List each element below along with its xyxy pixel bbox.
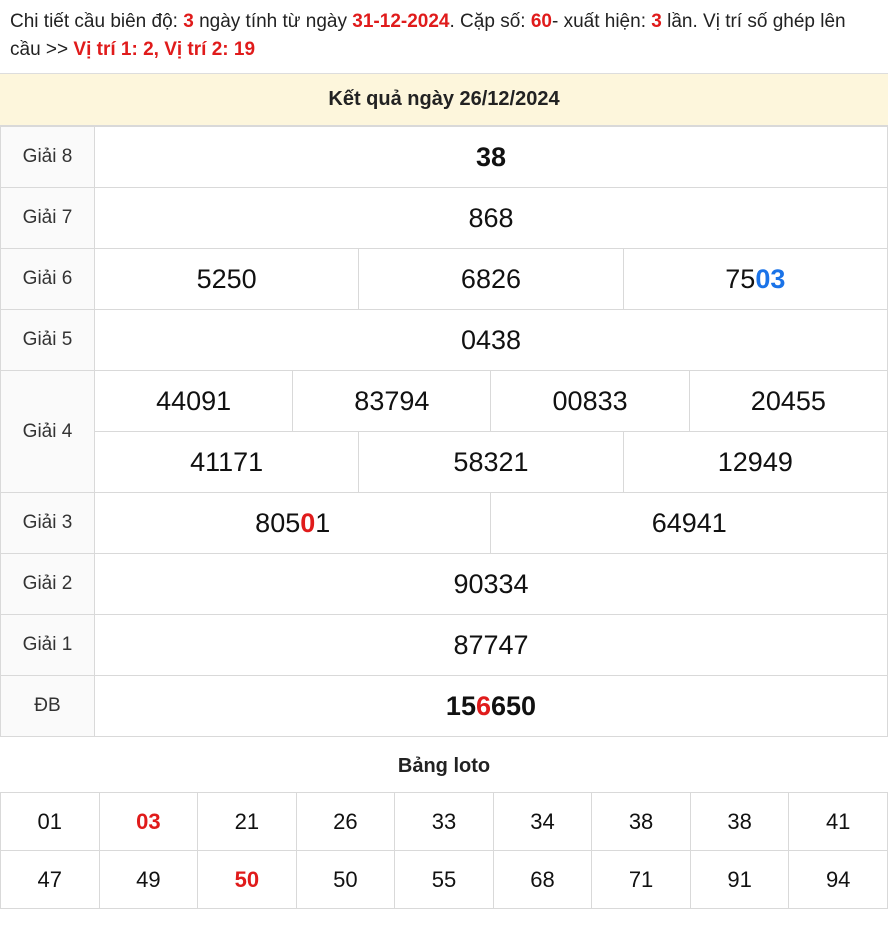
header-segment-2: ngày tính từ ngày — [193, 11, 353, 32]
header-segment-3: 31-12-2024 — [352, 11, 450, 32]
row-label-g7: Giải 7 — [1, 188, 95, 249]
loto-cell: 26 — [296, 793, 395, 851]
loto-cell: 03 — [99, 793, 198, 851]
g6-3-highlight: 03 — [755, 263, 786, 294]
prize-value-g4-5: 41171 — [95, 432, 359, 493]
table-row-g5 — [1, 310, 888, 371]
row-label-g1: Giải 1 — [1, 615, 95, 676]
loto-cell: 47 — [1, 851, 100, 909]
row-label-g3: Giải 3 — [1, 493, 95, 554]
db-suffix: 650 — [491, 690, 537, 721]
loto-table — [0, 792, 888, 909]
g3-1-highlight: 0 — [300, 507, 316, 538]
table-row-g2 — [1, 554, 888, 615]
row-label-db: ĐB — [1, 676, 95, 737]
loto-cell: 49 — [99, 851, 198, 909]
result-date-title: Kết quả ngày 26/12/2024 — [0, 74, 888, 126]
db-prefix: 15 — [445, 690, 476, 721]
loto-row — [1, 851, 888, 909]
g6-3-prefix: 75 — [725, 263, 756, 294]
prize-value-g6-2: 6826 — [359, 249, 623, 310]
header-segment-1: 3 — [183, 11, 194, 32]
g3-1-prefix: 805 — [255, 507, 301, 538]
loto-table-title: Bảng loto — [397, 755, 491, 778]
prize-value-g4-4: 20455 — [689, 371, 887, 432]
loto-cell: 91 — [690, 851, 789, 909]
prize-value-g4-6: 58321 — [359, 432, 623, 493]
prize-value-g4-2: 83794 — [293, 371, 491, 432]
header-segment-6: - xuất hiện: — [551, 11, 652, 32]
lottery-results-table — [0, 126, 888, 737]
loto-cell: 41 — [789, 793, 888, 851]
row-label-g4: Giải 4 — [1, 371, 95, 493]
prize-value-g2: 90334 — [95, 554, 888, 615]
prize-value-g4-1: 44091 — [95, 371, 293, 432]
header-segment-7: 3 — [651, 11, 662, 32]
loto-cell: 94 — [789, 851, 888, 909]
prize-value-g3-1 — [95, 493, 491, 554]
header-segment-4: . Cặp số: — [449, 11, 531, 32]
row-label-g2: Giải 2 — [1, 554, 95, 615]
loto-cell: 01 — [1, 793, 100, 851]
prize-value-g3-2: 64941 — [491, 493, 888, 554]
prize-value-g6-1: 5250 — [95, 249, 359, 310]
row-label-g6: Giải 6 — [1, 249, 95, 310]
header-segment-9: Vị trí 1: 2, Vị trí 2: 19 — [73, 38, 256, 60]
loto-cell: 68 — [493, 851, 592, 909]
prize-value-g5: 0438 — [95, 310, 888, 371]
table-row-g6 — [1, 249, 888, 310]
table-row-g8 — [1, 127, 888, 188]
header-segment-8: lần. Vị trí số ghép lên cầu >> — [10, 11, 846, 60]
loto-cell: 50 — [198, 851, 297, 909]
prize-value-g7: 868 — [95, 188, 888, 249]
table-row-g7 — [1, 188, 888, 249]
loto-cell: 38 — [592, 793, 691, 851]
row-label-g8: Giải 8 — [1, 127, 95, 188]
loto-row — [1, 793, 888, 851]
table-row-db — [1, 676, 888, 737]
prize-value-g1: 87747 — [95, 615, 888, 676]
prize-value-g4-3: 00833 — [491, 371, 689, 432]
table-row-g4-1 — [1, 371, 888, 432]
loto-cell: 55 — [395, 851, 494, 909]
row-label-g5: Giải 5 — [1, 310, 95, 371]
loto-cell: 21 — [198, 793, 297, 851]
loto-cell: 71 — [592, 851, 691, 909]
prize-value-g8: 38 — [95, 127, 888, 188]
header-segment-0: Chi tiết cầu biên độ: — [10, 11, 184, 32]
table-row-g4-2 — [1, 432, 888, 493]
table-row-g3 — [1, 493, 888, 554]
db-highlight: 6 — [475, 690, 491, 721]
g3-1-suffix: 1 — [315, 507, 331, 538]
prize-value-g4-7: 12949 — [623, 432, 887, 493]
loto-cell: 50 — [296, 851, 395, 909]
table-row-g1 — [1, 615, 888, 676]
loto-cell: 33 — [395, 793, 494, 851]
header-note — [0, 0, 888, 74]
prize-value-db — [95, 676, 888, 737]
header-segment-5: 60 — [530, 11, 552, 32]
loto-cell: 38 — [690, 793, 789, 851]
prize-value-g6-3 — [623, 249, 887, 310]
loto-cell: 34 — [493, 793, 592, 851]
